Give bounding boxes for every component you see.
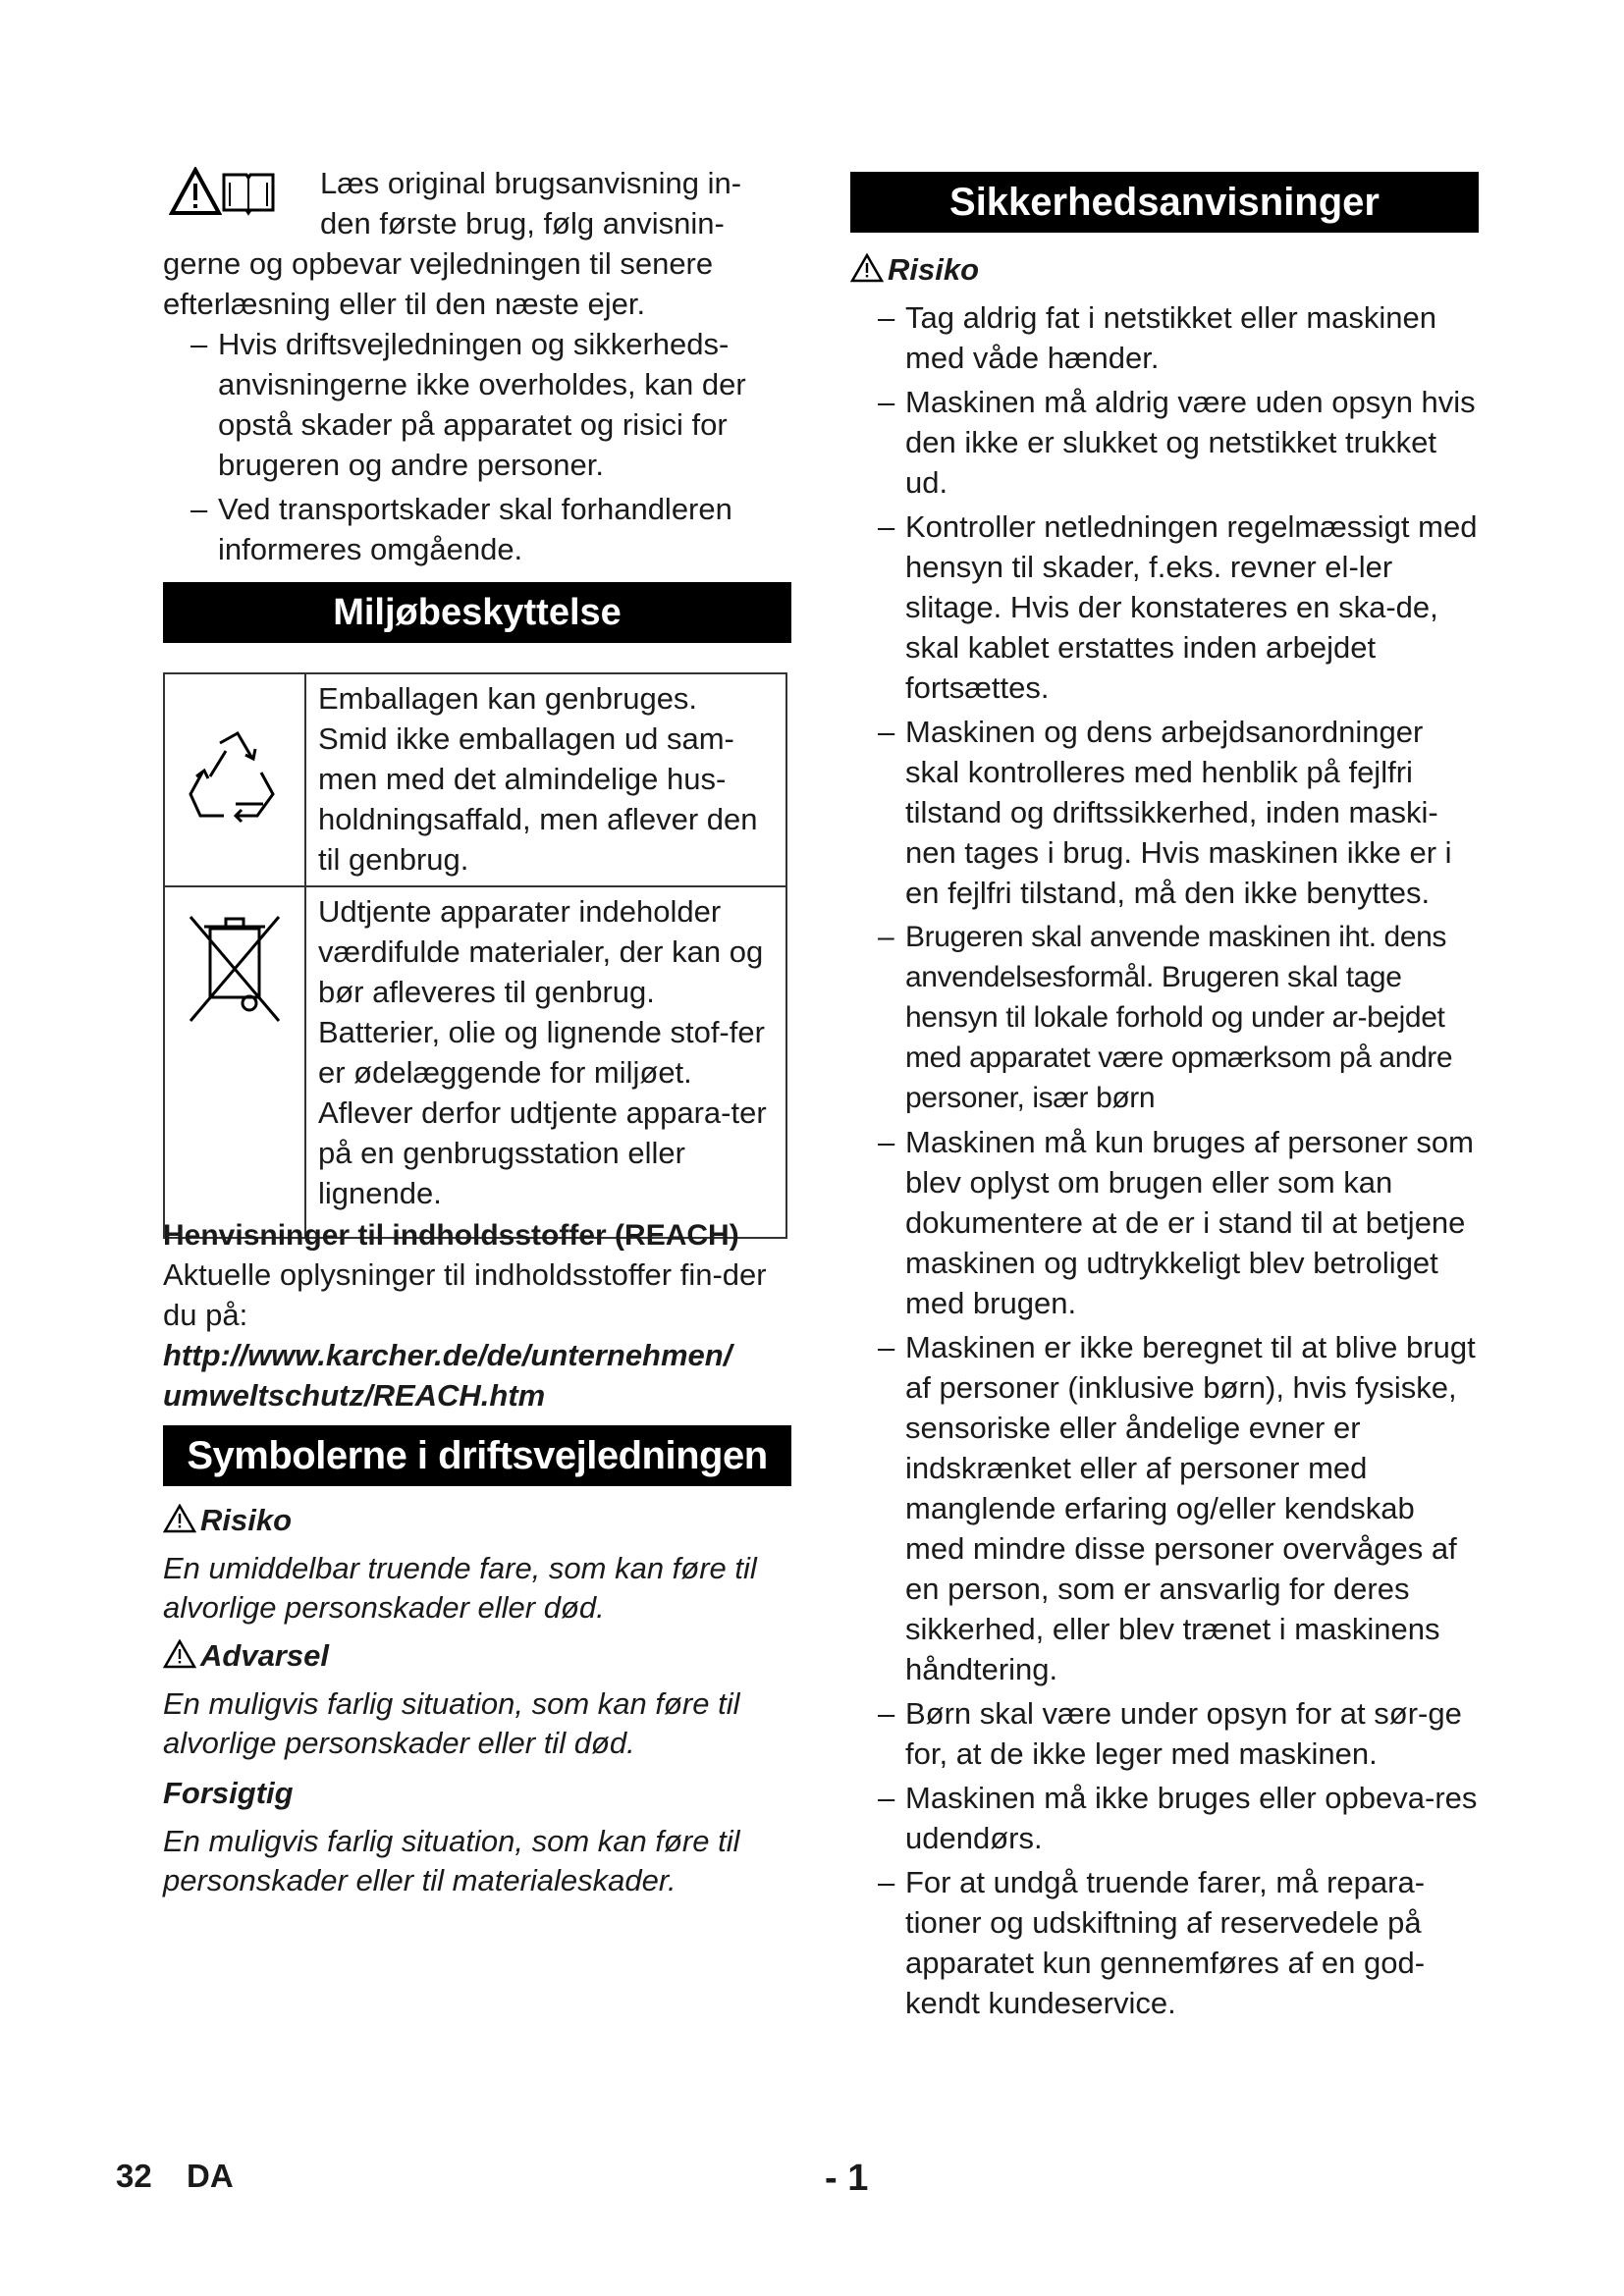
page-number: 32 <box>116 2158 152 2194</box>
intro-list <box>163 324 801 569</box>
warning-triangle-icon <box>163 1639 196 1669</box>
table-row <box>164 673 786 886</box>
list-item: – Børn skal være under opsyn for at sør-ge for, at de ikke leger med maskinen. <box>878 1696 1462 1771</box>
recycle-text: Emballagen kan genbruges. Smid ikke emballagen ud sam-men med det almindelige hus-holdningsaffald, men aflever den til genbrug. <box>305 673 786 886</box>
list-item: – For at undgå truende farer, må repara-tioner og udskiftning af reservedele på apparatet kun gennemføres af en god-kendt kundeservice. <box>878 1865 1426 2020</box>
list-item: – Ved transportskader skal forhandleren informeres omgående. <box>190 492 732 566</box>
reach-title: Henvisninger til indholdsstoffer (REACH) <box>163 1219 739 1252</box>
symbol-warning: Advarsel En muligvis farlig situation, som kan føre til alvorlige personskader eller til død. <box>163 1638 740 1760</box>
section-heading-symbols: Symbolerne i driftsvejledningen <box>163 1425 791 1486</box>
warning-triangle-icon <box>163 1504 196 1533</box>
section-heading-safety: Sikkerhedsanvisninger <box>850 172 1479 233</box>
intro-line-1: Læs original brugsanvisning in- <box>320 166 742 200</box>
safety-list <box>850 297 1479 2023</box>
page-center-mark: - 1 <box>825 2158 869 2199</box>
crossed-bin-icon <box>164 886 305 1238</box>
list-item: – Kontroller netledningen regelmæssigt med hensyn til skader, f.eks. revner el-ler slitage. Hvis der konstateres en ska-de, skal kablet erstattes inden arbejdet fortsættes. <box>878 509 1478 705</box>
warning-triangle-icon <box>850 253 884 283</box>
list-item: – Maskinen er ikke beregnet til at blive brugt af personer (inklusive børn), hvis fysiske, sensoriske eller åndelige evner er indskrænket eller af personer med manglende erfaring og/eller kendskab med mindre disse personer overvåges af en person, som er ansvarlig for deres sikkerhed, eller blev trænet i maskinens håndtering. <box>878 1330 1476 1686</box>
environment-table <box>163 672 787 1239</box>
list-item: – Maskinen må aldrig være uden opsyn hvis den ikke er slukket og netstikket trukket ud. <box>878 385 1476 500</box>
list-item: – Maskinen og dens arbejdsanordninger skal kontrolleres med henblik på fejlfri tilstand og driftssikkerhed, inden maski-nen tages i brug. Hvis maskinen ikke er i en fejlfri tilstand, må den ikke benyttes. <box>878 715 1452 910</box>
reach-link-2[interactable]: umweltschutz/REACH.htm <box>163 1378 546 1413</box>
safety-risk-label: Risiko <box>850 251 979 289</box>
reach-text: Aktuelle oplysninger til indholdsstoffer fin-der du på: <box>163 1257 767 1332</box>
recycle-icon <box>164 673 305 886</box>
symbol-risk: Risiko En umiddelbar truende fare, som kan føre til alvorlige personskader eller død. <box>163 1503 757 1625</box>
list-item: – Hvis driftsvejledningen og sikkerheds-anvisningerne ikke overholdes, kan der opstå skader på apparatet og risici for brugeren og andre personer. <box>190 327 746 482</box>
list-item: – Maskinen må ikke bruges eller opbeva-res udendørs. <box>878 1781 1478 1855</box>
intro-line-2: den første brug, følg anvisnin- <box>320 206 725 240</box>
warning-triangle-icon <box>169 167 222 221</box>
table-row <box>164 886 786 1238</box>
list-item: – Tag aldrig fat i netstikket eller maskinen med våde hænder. <box>878 300 1437 375</box>
symbol-caution: Forsigtig En muligvis farlig situation, som kan føre til personskader eller til materialeskader. <box>163 1776 740 1897</box>
list-item: – Brugeren skal anvende maskinen iht. dens anvendelsesformål. Brugeren skal tage hensyn til lokale forhold og under ar-bejdet med apparatet være opmærksom på andre personer, især børn <box>878 921 1453 1114</box>
section-heading-environment: Miljøbeskyttelse <box>163 582 791 643</box>
reach-link-1[interactable]: http://www.karcher.de/de/unternehmen/ <box>163 1338 732 1372</box>
list-item: – Maskinen må kun bruges af personer som blev oplyst om brugen eller som kan dokumentere at de er i stand til at betjene maskinen og udtrykkeligt blev betroliget med brugen. <box>878 1125 1474 1320</box>
crossed-bin-text: Udtjente apparater indeholder værdifulde materialer, der kan og bør afleveres til genbrug. Batterier, olie og lignende stof-fer er ødelæggende for miljøet. Aflever derfor udtjente appara-ter på en genbrugsstation eller lignende. <box>305 886 786 1238</box>
manual-book-icon <box>220 169 277 221</box>
language-code: DA <box>187 2158 234 2194</box>
intro-rest: gerne og opbevar vejledningen til senere efterlæsning eller til den næste ejer. <box>163 246 714 321</box>
